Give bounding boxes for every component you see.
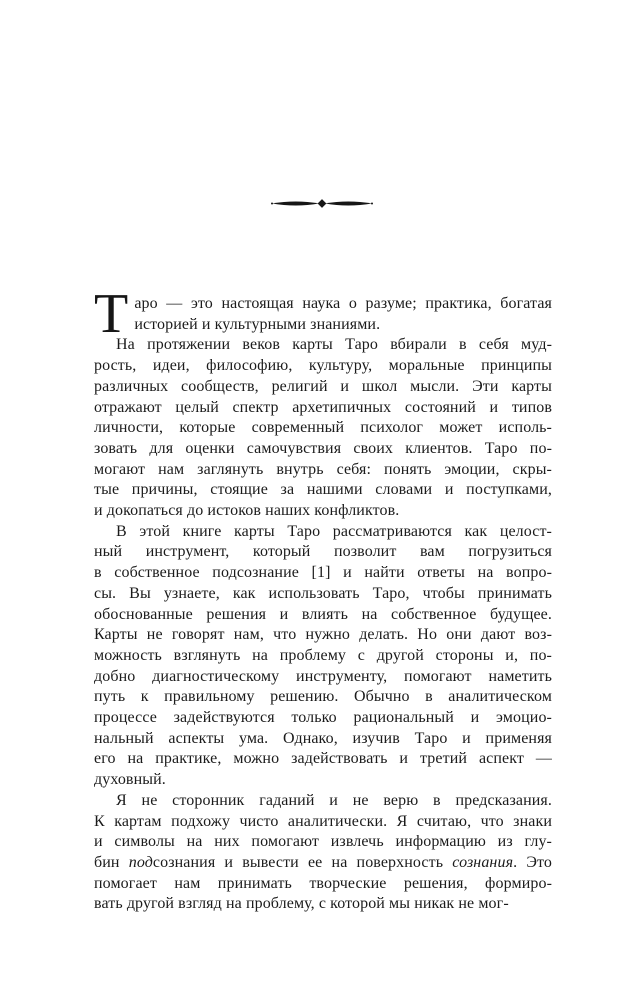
text-line: в собственное подсознание [1] и найти ответы на вопро- [94,564,552,582]
text-line: зовать для оценки самочувствия своих клиентов. Таро по- [94,439,552,457]
text-line: его на практике, можно задействовать и третий аспект — [94,750,552,768]
drop-cap: Т [94,283,129,345]
text-line: отражают целый спектр архетипичных состояний и типов [94,398,552,416]
text-line: путь к правильному решению. Обычно в аналитическом [94,688,552,706]
text-line: процессе задействуются только рациональный и эмоцио- [94,709,552,727]
text-line: личности, которые современный психолог может исполь- [94,419,552,437]
paragraph [94,791,552,915]
text-line: Я не сторонник гаданий и не верю в предсказания. [116,791,552,809]
text-line: аро — это настоящая наука о разуме; практика, богатая [134,295,552,312]
text-line: В этой книге карты Таро рассматриваются как целост- [116,522,552,540]
text-line: сы. Вы узнаете, как использовать Таро, чтобы принимать [94,584,552,602]
text-line: К картам подхожу чисто аналитически. Я считаю, что знаки [94,812,552,830]
text-line: тые причины, стоящие за нашими словами и поступками, [94,481,552,499]
text-line: ный инструмент, который позволит вам погрузиться [94,543,552,561]
text-line: и докопаться до истоков наших конфликтов. [94,502,400,520]
divider-ornament-icon [270,197,374,210]
text-line: историей и культурными знаниями. [134,315,381,333]
paragraph [94,522,552,791]
text-line: бин подсознания и вывести ее на поверхность сознания. Это [94,853,553,871]
text-line: На протяжении веков карты Таро вбирали в себя муд- [116,336,552,354]
text-line: помогает нам принимать творческие решения, формиро- [94,874,552,892]
text-line: различных сообществ, религий и школ мысли. Эти карты [94,377,552,395]
text-line: духовный. [94,771,166,789]
text-line: могают нам заглянуть внутрь себя: понять эмоции, скры- [94,460,552,478]
text-line: добно диагностическому инструменту, помогают наметить [94,667,552,685]
text-line: нальный аспекты ума. Однако, изучив Таро и применяя [94,729,552,747]
text-line: обоснованные решения и влиять на собственное будущее. [94,605,552,623]
paragraph [94,335,552,521]
text-line: рость, идеи, философию, культуру, моральные принципы [94,357,552,375]
page-text [94,283,553,915]
text-line: можность взглянуть на проблему с другой стороны и, по- [94,646,552,664]
section-divider-ornament [0,197,644,210]
text-line: и символы на них помогают извлечь информацию из глу- [94,833,552,851]
text-line: Карты не говорят нам, что нужно делать. Но они дают воз- [94,626,552,644]
text-line: вать другой взгляд на проблему, с которой мы никак не мог- [94,895,509,913]
